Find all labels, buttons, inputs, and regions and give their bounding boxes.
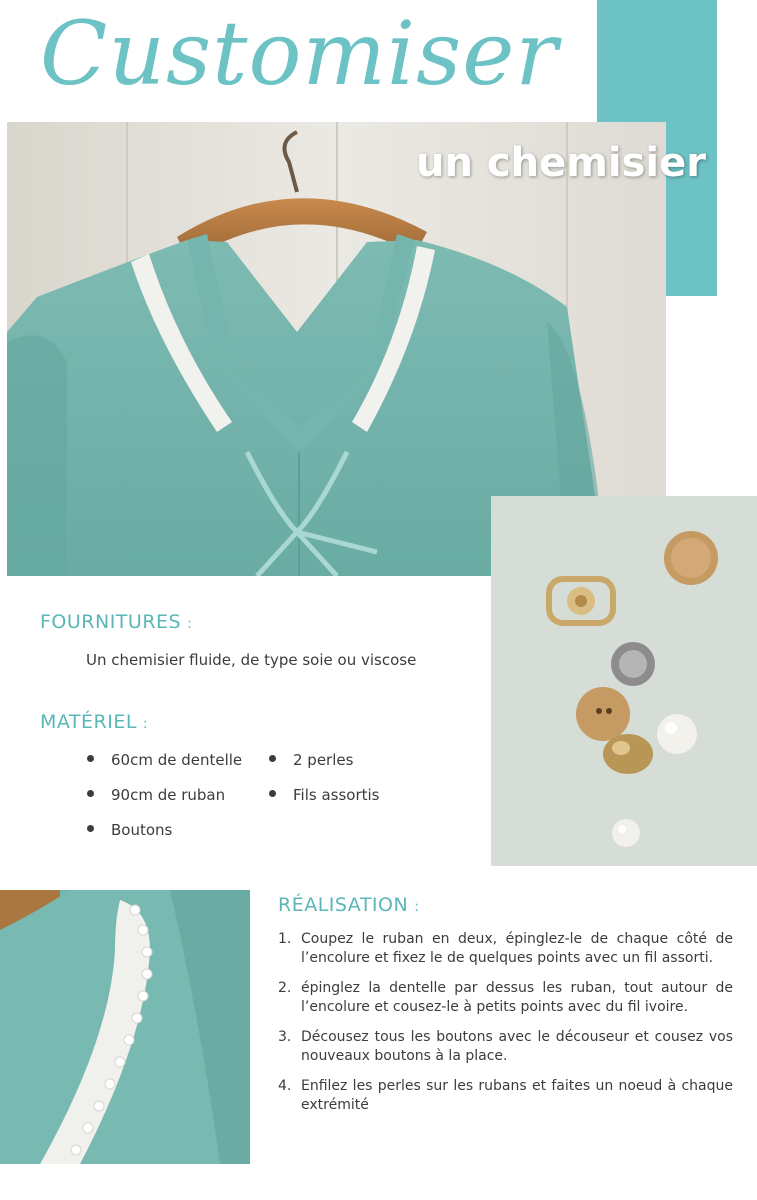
realisation-steps (278, 930, 733, 1126)
fournitures-text: Un chemisier fluide, de type soie ou viscose (86, 651, 417, 669)
bullet-dot (87, 790, 94, 797)
materiel-item-label: Boutons (111, 821, 173, 839)
step-item (278, 1028, 733, 1066)
materiel-item-label: 60cm de dentelle (111, 751, 243, 769)
bullet-dot (269, 790, 276, 797)
step-text: Décousez tous les boutons avec le découseur et cousez vos nouveaux boutons à la place. (301, 1029, 733, 1064)
bullet-dot (87, 825, 94, 832)
materiel-item-label: Fils assortis (293, 786, 380, 804)
fournitures-heading-colon: : (187, 616, 193, 632)
bullet-dot (87, 755, 94, 762)
realisation-heading (278, 894, 419, 916)
buttons-photo (491, 496, 757, 866)
page-title: Customiser (40, 2, 559, 105)
lace-collar-detail-photo (0, 890, 250, 1164)
materiel-item (269, 786, 379, 804)
materiel-item (269, 751, 353, 769)
step-number: 2. (278, 980, 292, 996)
materiel-heading-colon: : (142, 716, 149, 732)
step-number: 4. (278, 1078, 292, 1094)
materiel-item-label: 2 perles (293, 751, 354, 769)
step-text: Coupez le ruban en deux, épinglez-le de chaque côté de l’encolure et fixez le de quelques points avec un fil assorti. (301, 931, 733, 966)
materiel-heading (40, 711, 148, 733)
fournitures-heading-text: FOURNITURES (40, 611, 182, 633)
materiel-item-label: 90cm de ruban (111, 786, 226, 804)
realisation-heading-colon: : (414, 899, 420, 915)
materiel-item (87, 786, 225, 804)
fournitures-heading (40, 611, 192, 633)
realisation-heading-text: RÉALISATION (278, 894, 409, 916)
step-number: 3. (278, 1029, 292, 1045)
materiel-heading-text: MATÉRIEL (40, 711, 137, 733)
step-text: épinglez la dentelle par dessus les ruban, tout autour de l’encolure et cousez-le à petits points avec du fil ivoire. (301, 980, 733, 1015)
materiel-item (87, 821, 172, 839)
step-text: Enfilez les perles sur les rubans et faites un noeud à chaque extrémité (301, 1078, 733, 1113)
page-subtitle: un chemisier (416, 140, 706, 186)
materiel-item (87, 751, 242, 769)
step-item (278, 1077, 733, 1115)
step-item (278, 979, 733, 1017)
step-item (278, 930, 733, 968)
step-number: 1. (278, 931, 292, 947)
bullet-dot (269, 755, 276, 762)
